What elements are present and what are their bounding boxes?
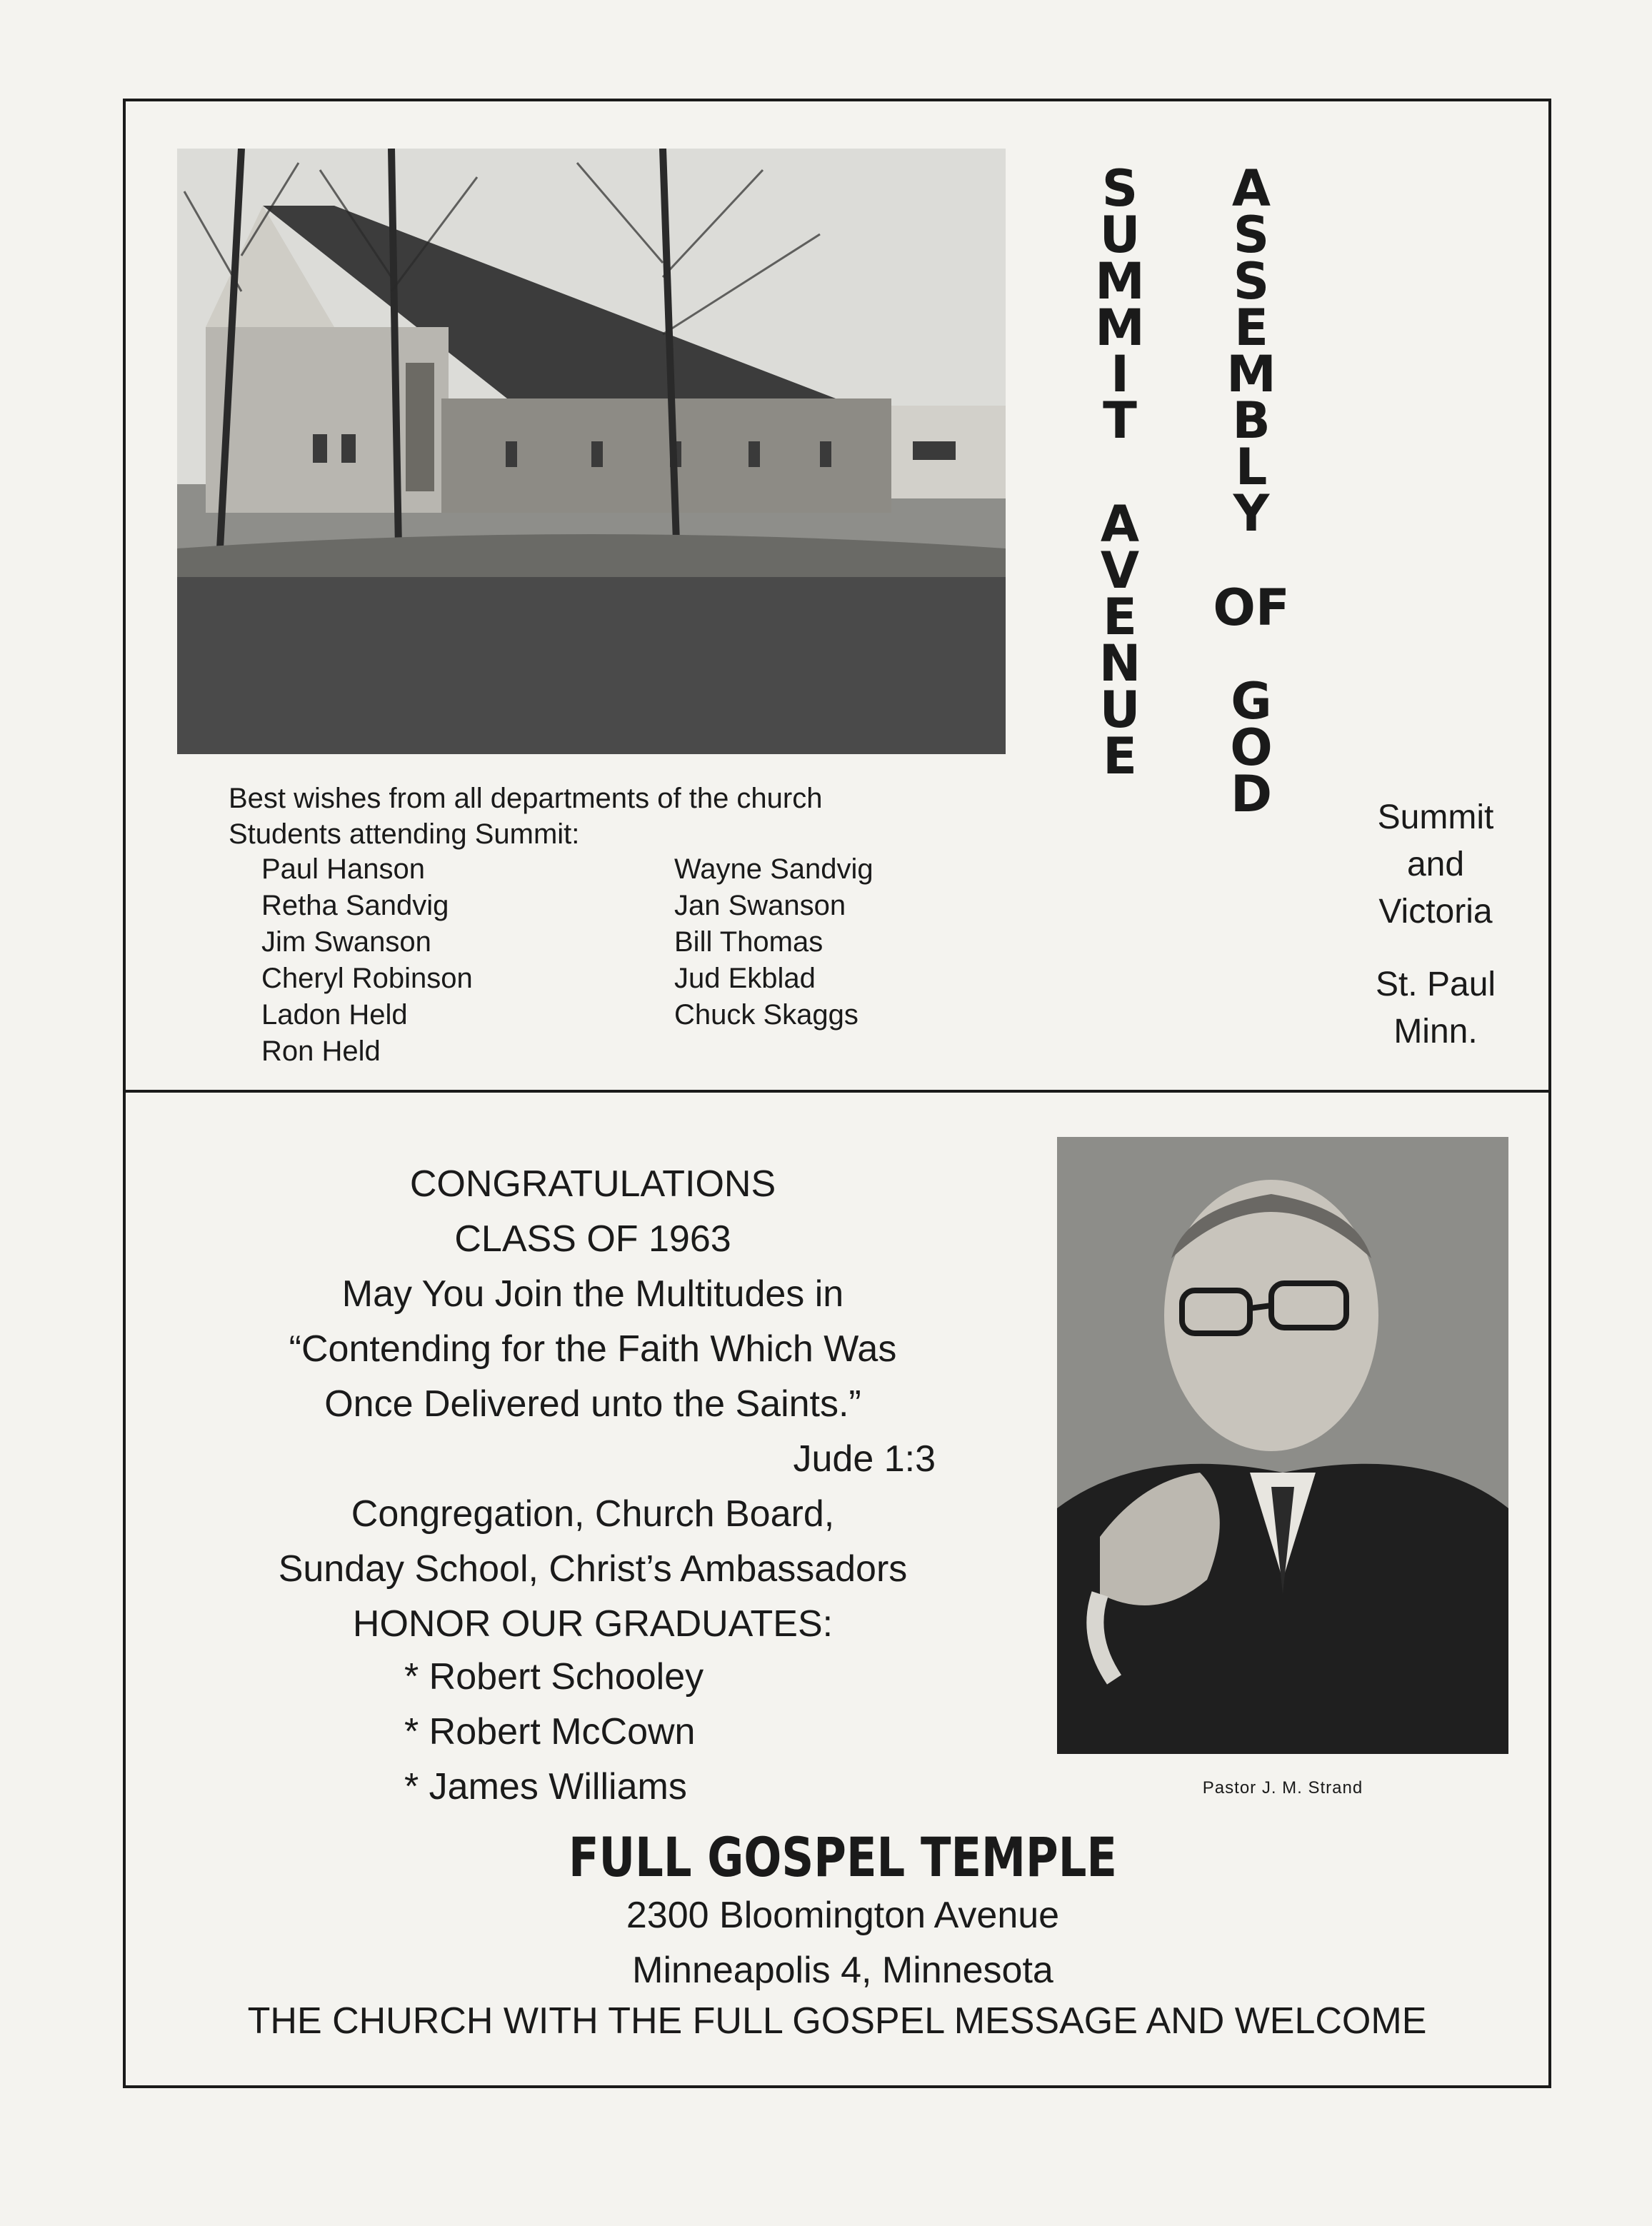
title-letter: L — [1235, 438, 1268, 496]
student-name: Jim Swanson — [261, 926, 431, 958]
location-line: St. Paul — [1375, 966, 1496, 1003]
title-letter: M — [1226, 345, 1276, 403]
honor-line: Congregation, Church Board, — [351, 1493, 835, 1535]
title-letter: A — [1100, 495, 1140, 553]
address-line: Minneapolis 4, Minnesota — [632, 1950, 1053, 1991]
student-name: Chuck Skaggs — [674, 999, 858, 1031]
temple-name: FULL GOSPEL TEMPLE — [568, 1825, 1118, 1889]
title-letter: U — [1099, 206, 1141, 264]
vertical-title-assembly-of-god — [1208, 159, 1294, 823]
title-letter: N — [1098, 634, 1141, 693]
address-line: 2300 Bloomington Avenue — [626, 1895, 1060, 1936]
title-letter: S — [1233, 252, 1270, 311]
pastor-portrait-photo — [1057, 1137, 1508, 1754]
title-letter: G — [1231, 672, 1272, 731]
student-name: Paul Hanson — [261, 853, 426, 885]
temple-tagline: THE CHURCH WITH THE FULL GOSPEL MESSAGE AND WELCOME — [247, 2000, 1427, 2042]
graduate-name: * Robert McCown — [404, 1711, 696, 1753]
title-letter: M — [1095, 299, 1145, 357]
title-letter: Y — [1233, 484, 1270, 543]
congratulations-block — [207, 1157, 978, 1652]
congrats-line: CONGRATULATIONS — [409, 1163, 776, 1205]
student-list-right — [674, 851, 873, 1033]
location-city — [1350, 961, 1521, 1056]
section-divider — [123, 1090, 1551, 1093]
student-name: Retha Sandvig — [261, 890, 449, 921]
graduate-name: * Robert Schooley — [404, 1656, 704, 1698]
student-name: Jan Swanson — [674, 890, 846, 921]
title-letter: U — [1099, 681, 1141, 739]
temple-address — [429, 1888, 1257, 1998]
pastor-caption: Pastor J. M. Strand — [1202, 1778, 1363, 1798]
title-letter: B — [1232, 391, 1271, 450]
title-letter: I — [1110, 345, 1130, 403]
title-letter: E — [1234, 299, 1268, 357]
scripture-reference: Jude 1:3 — [793, 1438, 936, 1480]
student-name: Wayne Sandvig — [674, 853, 873, 885]
congrats-line: “Contending for the Faith Which Was — [289, 1328, 897, 1370]
student-name: Bill Thomas — [674, 926, 824, 958]
location-line: Victoria — [1378, 893, 1493, 931]
student-name: Cheryl Robinson — [261, 963, 473, 994]
congrats-line: May You Join the Multitudes in — [341, 1273, 844, 1315]
student-name: Ladon Held — [261, 999, 408, 1031]
title-letter: D — [1230, 765, 1273, 823]
title-word-of: OF — [1213, 578, 1290, 637]
title-letter: S — [1233, 206, 1270, 264]
location-line: Summit — [1377, 798, 1494, 836]
graduates-list — [404, 1650, 704, 1815]
location-streets — [1350, 794, 1521, 936]
church-building-photo — [177, 149, 1006, 754]
graduate-name: * James Williams — [404, 1766, 687, 1808]
title-letter: E — [1103, 727, 1137, 786]
congrats-line: CLASS OF 1963 — [454, 1218, 731, 1260]
student-name: Ron Held — [261, 1036, 381, 1067]
vertical-title-summit-avenue — [1077, 159, 1163, 786]
student-list-left — [261, 851, 473, 1070]
title-letter: O — [1230, 718, 1273, 777]
congrats-line: Once Delivered unto the Saints.” — [324, 1383, 861, 1425]
title-letter: E — [1103, 588, 1137, 646]
title-letter: M — [1095, 252, 1145, 311]
best-wishes-text: Best wishes from all departments of the church — [229, 783, 823, 814]
title-letter: A — [1231, 159, 1271, 218]
students-label: Students attending Summit: — [229, 818, 580, 850]
title-letter: S — [1101, 159, 1138, 218]
title-letter: V — [1100, 541, 1140, 600]
location-line: Minn. — [1393, 1013, 1478, 1051]
location-line: and — [1406, 846, 1465, 883]
honor-line: HONOR OUR GRADUATES: — [352, 1603, 833, 1645]
title-letter: T — [1103, 391, 1137, 450]
honor-line: Sunday School, Christ’s Ambassadors — [278, 1548, 908, 1590]
student-name: Jud Ekblad — [674, 963, 816, 994]
